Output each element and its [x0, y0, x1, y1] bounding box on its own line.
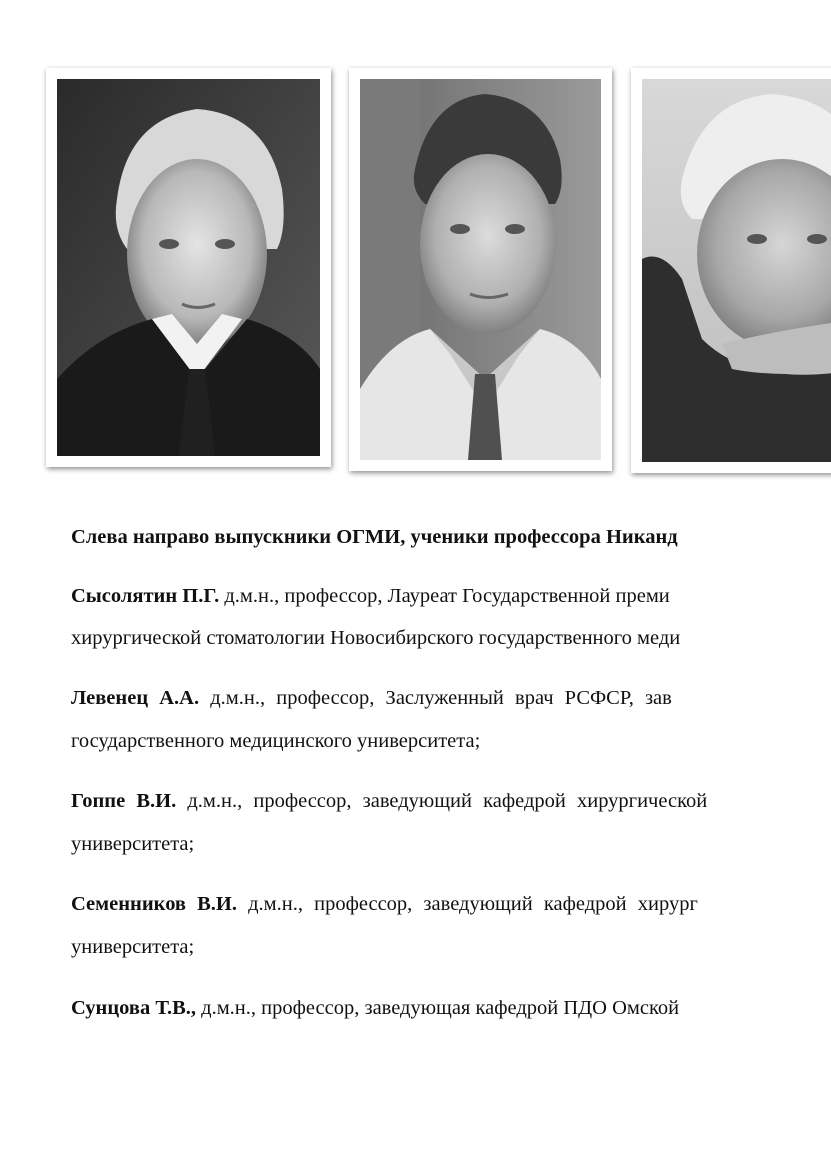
entry-4-line-1	[71, 892, 698, 916]
entry-3-line-2	[71, 832, 194, 856]
entry-1-text-2: хирургической стоматологии Новосибирского государственного меди	[71, 627, 681, 649]
portrait-photo-1	[46, 68, 331, 467]
entry-4-line-2	[71, 935, 194, 959]
portrait-photo-2	[349, 68, 612, 471]
portrait-2-icon	[360, 79, 601, 460]
portrait-image-3	[642, 79, 831, 462]
portrait-1-icon	[57, 79, 320, 456]
entry-2-text-1: д.м.н., профессор, Заслуженный врач РСФСР, зав	[199, 687, 672, 709]
entry-1-line-2	[71, 626, 680, 650]
entry-3-name: Гоппе В.И.	[71, 790, 177, 812]
entry-2-name: Левенец А.А.	[71, 687, 200, 709]
entry-1-name: Сысолятин П.Г.	[71, 585, 220, 607]
entry-4-text-2: университета;	[71, 936, 195, 958]
entry-3-line-1	[71, 789, 707, 813]
entry-2-line-2	[71, 729, 480, 753]
entry-5-text-1: д.м.н., профессор, заведующая кафедрой ПДО Омской	[196, 997, 680, 1019]
portrait-photo-3	[631, 68, 831, 473]
caption-text: Слева направо выпускники ОГМИ, ученики профессора Никанд	[71, 526, 678, 548]
entry-5-name: Сунцова Т.В.,	[71, 997, 197, 1019]
entry-3-text-1: д.м.н., профессор, заведующий кафедрой хирургической	[176, 790, 708, 812]
entry-5-line-1	[71, 996, 679, 1020]
entry-2-text-2: государственного медицинского университета;	[71, 730, 481, 752]
entry-4-text-1: д.м.н., профессор, заведующий кафедрой хирург	[237, 893, 698, 915]
entry-2-line-1	[71, 686, 672, 710]
entry-3-text-2: университета;	[71, 833, 195, 855]
portrait-3-icon	[642, 79, 831, 462]
photo-caption	[71, 525, 678, 549]
entry-1-line-1	[71, 584, 670, 608]
entry-1-text-1: д.м.н., профессор, Лауреат Государственной преми	[219, 585, 670, 607]
portrait-image-2	[360, 79, 601, 460]
entry-4-name: Семенников В.И.	[71, 893, 237, 915]
portrait-image-1	[57, 79, 320, 456]
